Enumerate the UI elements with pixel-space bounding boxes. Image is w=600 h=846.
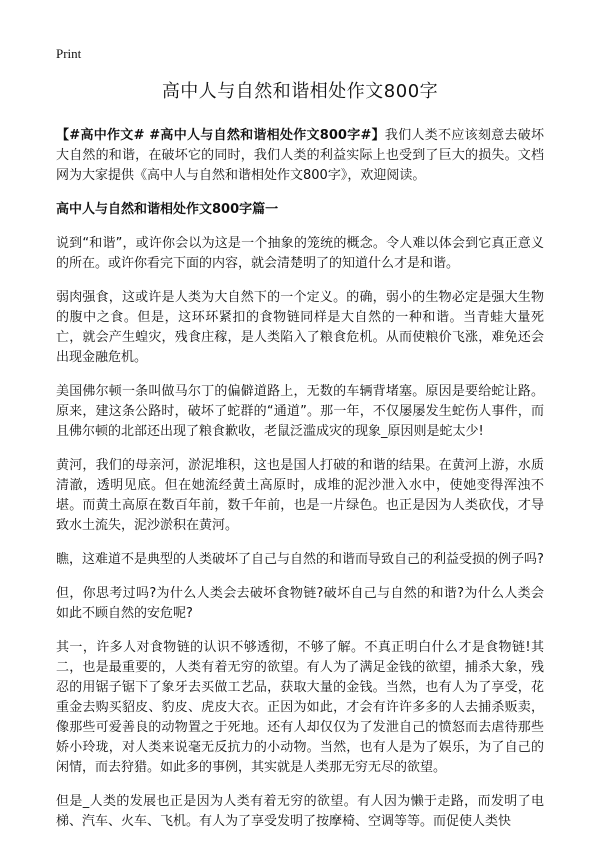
paragraph-2: 弱肉强食，这或许是人类为大自然下的一个定义。的确，弱小的生物必定是强大生物的腹中之食。但是，这环环紧扣的食物链同样是大自然的一种和谐。当青蛙大量死亡，就会产生蝗灾，残食庄稼，是人类陷入了粮食危机。从而使粮价飞涨，难免还会出现金融危机。 — [56, 290, 544, 365]
paragraph-4: 黄河，我们的母亲河，淤泥堆积，这也是国人打破的和谐的结果。在黄河上游，水质清澈，透明见底。但在她流经黄土高原时，成堆的泥沙泄入水中，使她变得浑浊不堪。而黄土高原在数百年前，数千年前，也是一片绿色。也正是因为人类砍伐，才导致水土流失，泥沙淤积在黄河。 — [56, 458, 544, 533]
paragraph-6: 但，你思考过吗?为什么人类会去破坏食物链?破坏自己与自然的和谐?为什么人类会如此不顾自然的安危呢? — [56, 586, 544, 621]
paragraph-5: 瞧，这难道不是典型的人类破坏了自己与自然的和谐而导致自己的利益受损的例子吗? — [56, 552, 544, 567]
print-link[interactable]: Print — [56, 46, 82, 61]
paragraph-8: 但是_人类的发展也正是因为人类有着无穷的欲望。有人因为懒于走路，而发明了电梯、汽车、火车、飞机。有人为了享受发明了按摩椅、空调等等。而促使人类快 — [56, 794, 544, 829]
intro-text: 我们人类不应该刻意去破坏大自然的和谐，在破坏它的同时，我们人类的利益实际上也受到了巨大的损失。文档网为大家提供《高中人与自然和谐相处作文800字》，欢迎阅读。 — [56, 128, 544, 183]
paragraph-3: 美国佛尔顿一条叫做马尔丁的偏僻道路上，无数的车辆背堵塞。原因是要给蛇让路。原来，建这条公路时，破坏了蛇群的“通道”。那一年，不仅屡屡发生蛇伤人事件，而且佛尔顿的北部还出现了粮食歉收，老鼠泛滥成灾的现象_原因则是蛇太少! — [56, 384, 544, 439]
section-title: 高中人与自然和谐相处作文800字篇一 — [56, 202, 279, 217]
document-body — [56, 80, 544, 846]
paragraph-7: 其一，许多人对食物链的认识不够透彻，不够了解。不真正明白什么才是食物链!其二，也是最重要的，人类有着无穷的欲望。有人为了满足金钱的欲望，捕杀大象，残忍的用锯子锯下了象牙去买做工艺品，获取大量的金钱。当然，也有人为了享受，花重金去购买貂皮、豹皮、虎皮大衣。正因为如此，才会有许许多多的人去捕杀贩卖，像那些可爱善良的动物置之于死地。还有人却仅仅为了发泄自己的愤怒而去虐待那些娇小玲珑，对人类来说毫无反抗力的小动物。当然，也有人是为了娱乐，为了自己的闲情，而去狩猎。如此多的事例，其实就是人类那无穷无尽的欲望。 — [56, 640, 544, 775]
page-title: 高中人与自然和谐相处作文800字 — [161, 81, 439, 102]
intro-paragraph — [56, 126, 544, 186]
intro-tags: 【#高中作文# #高中人与自然和谐相处作文800字#】 — [56, 128, 385, 143]
paragraph-1: 说到“和谐”，或许你会以为这是一个抽象的笼统的概念。令人难以体会到它真正意义的所在。或许你看完下面的内容，就会清楚明了的知道什么才是和谐。 — [56, 236, 544, 271]
